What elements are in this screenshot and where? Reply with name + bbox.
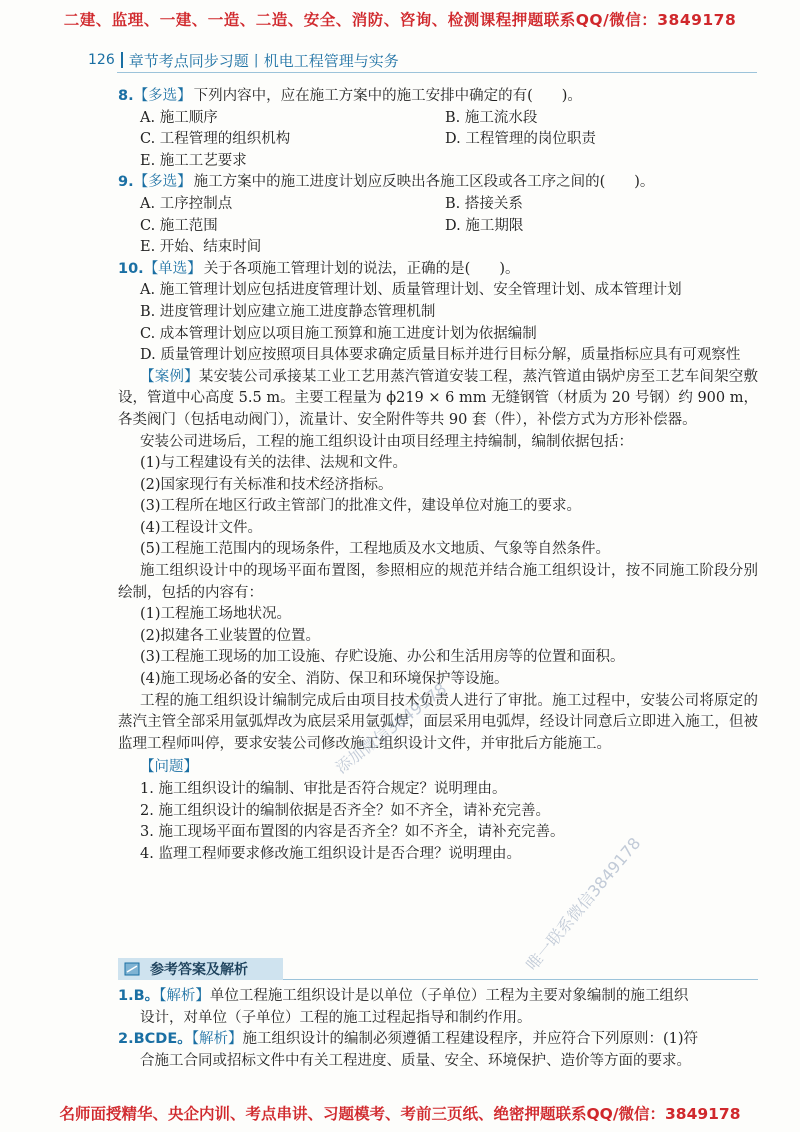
question-stem [118, 86, 758, 108]
analysis-tag: 【解析】 [159, 988, 210, 1004]
answer-item [118, 1029, 758, 1072]
option-d: D. 工程管理的岗位职责 [445, 131, 596, 148]
question-text: 施工方案中的施工进度计划应反映出各施工区段或各工序之间的( )。 [193, 174, 655, 191]
option-b: B. 施工流水段 [445, 109, 538, 126]
answers-section-header [118, 958, 283, 980]
basis-item: (1)与工程建设有关的法律、法规和文件。 [140, 455, 408, 472]
page-number: 126 [88, 52, 115, 68]
option-d: D. 施工期限 [445, 217, 524, 234]
case-intro [118, 367, 758, 432]
answer-number: 2. [118, 1031, 134, 1048]
basis-item: (2)国家现行有关标准和技术经济指标。 [140, 476, 393, 493]
option-e: E. 开始、结束时间 [140, 239, 262, 256]
analysis-tag: 【解析】 [191, 1031, 243, 1048]
basis-item: (5)工程施工范围内的现场条件，工程地质及水文地质、气象等自然条件。 [140, 541, 611, 558]
question-type-tag: 【单选】 [143, 260, 202, 277]
case-paragraph: 施工组织设计中的现场平面布置图，参照相应的规范并结合施工组织设计，按不同施工阶段分别绘制，包括的内容有： [118, 563, 758, 601]
question-type-tag: 【多选】 [133, 88, 192, 104]
answer-key: B。 [133, 988, 160, 1004]
case-paragraph: 安装公司进场后，工程的施工组织设计由项目经理主持编制，编制依据包括： [140, 433, 633, 450]
page-header [88, 50, 768, 70]
analysis-text: 单位工程施工组织设计是以单位（子单位）工程为主要对象编制的施工组织 [209, 988, 689, 1004]
analysis-continuation: 设计，对单位（子单位）工程的施工过程起指导和制约作用。 [140, 1009, 532, 1026]
watermark: 唯一联系微信3849178 [522, 833, 645, 975]
case-paragraph: 工程的施工组织设计编制完成后由项目技术负责人进行了审批。施工过程中，安装公司将原定的蒸汽主管全部采用氩弧焊改为底层采用氩弧焊，面层采用电弧焊，经设计同意后立即进入施工，但被监理工程师叫停，要求安装公司修改施工组织设计文件，并审批后方能施工。 [118, 692, 758, 752]
question-number: 10. [118, 260, 144, 277]
case-question: 4. 监理工程师要求修改施工组织设计是否合理？说明理由。 [140, 845, 521, 862]
header-rule [117, 72, 757, 73]
option-e: E. 施工工艺要求 [140, 152, 247, 169]
case-intro-text: 某安装公司承接某工业工艺用蒸汽管道安装工程，蒸汽管道由锅炉房至工艺车间架空敷设，管道中心高度 5.5 m。主要工程量为 ϕ219 × 6 mm 无缝钢管（材质为 20 号钢）约 900 m，各类阀门（包括电动阀门），流量计、安全附件等共 90 套（件），补偿方式为方形补偿器。 [118, 368, 759, 428]
answer-number: 1. [118, 988, 134, 1004]
header-divider [121, 52, 123, 68]
question-type-tag: 【多选】 [133, 174, 192, 191]
option-c: C. 工程管理的组织机构 [140, 131, 291, 148]
layout-item: (2)拟建各工业装置的位置。 [140, 627, 321, 644]
book-icon [124, 962, 140, 976]
case-question: 1. 施工组织设计的编制、审批是否符合规定？说明理由。 [140, 781, 507, 797]
option-c: C. 施工范围 [140, 217, 218, 234]
answer-line [118, 986, 758, 1008]
option-a: A. 工序控制点 [140, 195, 233, 212]
option-a: A. 施工管理计划应包括进度管理计划、质量管理计划、安全管理计划、成本管理计划 [140, 282, 682, 299]
question-text: 关于各项施工管理计划的说法，正确的是( )。 [203, 260, 520, 277]
answers-title: 参考答案及解析 [150, 962, 248, 978]
basis-item: (3)工程所在地区行政主管部门的批准文件，建设单位对施工的要求。 [140, 498, 582, 515]
answers-list [118, 986, 758, 1072]
basis-item: (4)工程设计文件。 [140, 519, 263, 536]
option-a: A. 施工顺序 [140, 109, 218, 126]
promo-banner-top: 二建、监理、一建、一造、二造、安全、消防、咨询、检测课程押题联系QQ/微信：3849178 [63, 11, 737, 29]
case-tag: 【案例】 [140, 368, 199, 385]
book-title: 章节考点同步习题丨机电工程管理与实务 [128, 51, 399, 70]
promo-banner-bottom: 名师面授精华、央企内训、考点串讲、习题模考、考前三页纸、绝密押题联系QQ/微信：3849178 [59, 1105, 741, 1123]
option-b: B. 搭接关系 [445, 195, 523, 212]
case-study [118, 367, 758, 866]
option-c: C. 成本管理计划应以项目施工预算和施工进度计划为依据编制 [140, 325, 537, 342]
question-stem [118, 259, 758, 281]
answers-rule [283, 979, 758, 980]
watermark: 添加微信3849178 [331, 679, 451, 778]
question-9 [118, 172, 758, 258]
answer-line [118, 1029, 758, 1051]
question-text: 下列内容中，应在施工方案中的施工安排中确定的有( )。 [193, 88, 582, 104]
option-d: D. 质量管理计划应按照项目具体要求确定质量目标并进行目标分解，质量指标应具有可观察性 [140, 347, 741, 364]
question-10 [118, 259, 758, 367]
question-stem [118, 172, 758, 194]
options [118, 280, 758, 366]
case-question: 3. 施工现场平面布置图的内容是否齐全？如不齐全，请补充完善。 [140, 824, 565, 841]
layout-item: (4)施工现场必备的安全、消防、保卫和环境保护等设施。 [140, 671, 509, 688]
main-content [118, 86, 758, 865]
answer-item [118, 986, 758, 1029]
options [118, 194, 758, 259]
case-question: 2. 施工组织设计的编制依据是否齐全？如不齐全，请补充完善。 [140, 802, 550, 819]
layout-item: (1)工程施工场地状况。 [140, 606, 292, 623]
answer-key: BCDE。 [133, 1031, 192, 1048]
options [118, 108, 758, 173]
analysis-continuation: 合施工合同或招标文件中有关工程进度、质量、安全、环境保护、造价等方面的要求。 [140, 1052, 691, 1069]
questions-title: 【问题】 [140, 759, 198, 776]
question-number: 8. [118, 88, 134, 104]
layout-item: (3)工程施工现场的加工设施、存贮设施、办公和生活用房等的位置和面积。 [140, 649, 625, 666]
question-8 [118, 86, 758, 172]
question-number: 9. [118, 174, 134, 191]
analysis-text: 施工组织设计的编制必须遵循工程建设程序，并应符合下列原则：(1)符 [242, 1031, 699, 1048]
option-b: B. 进度管理计划应建立施工进度静态管理机制 [140, 303, 436, 320]
